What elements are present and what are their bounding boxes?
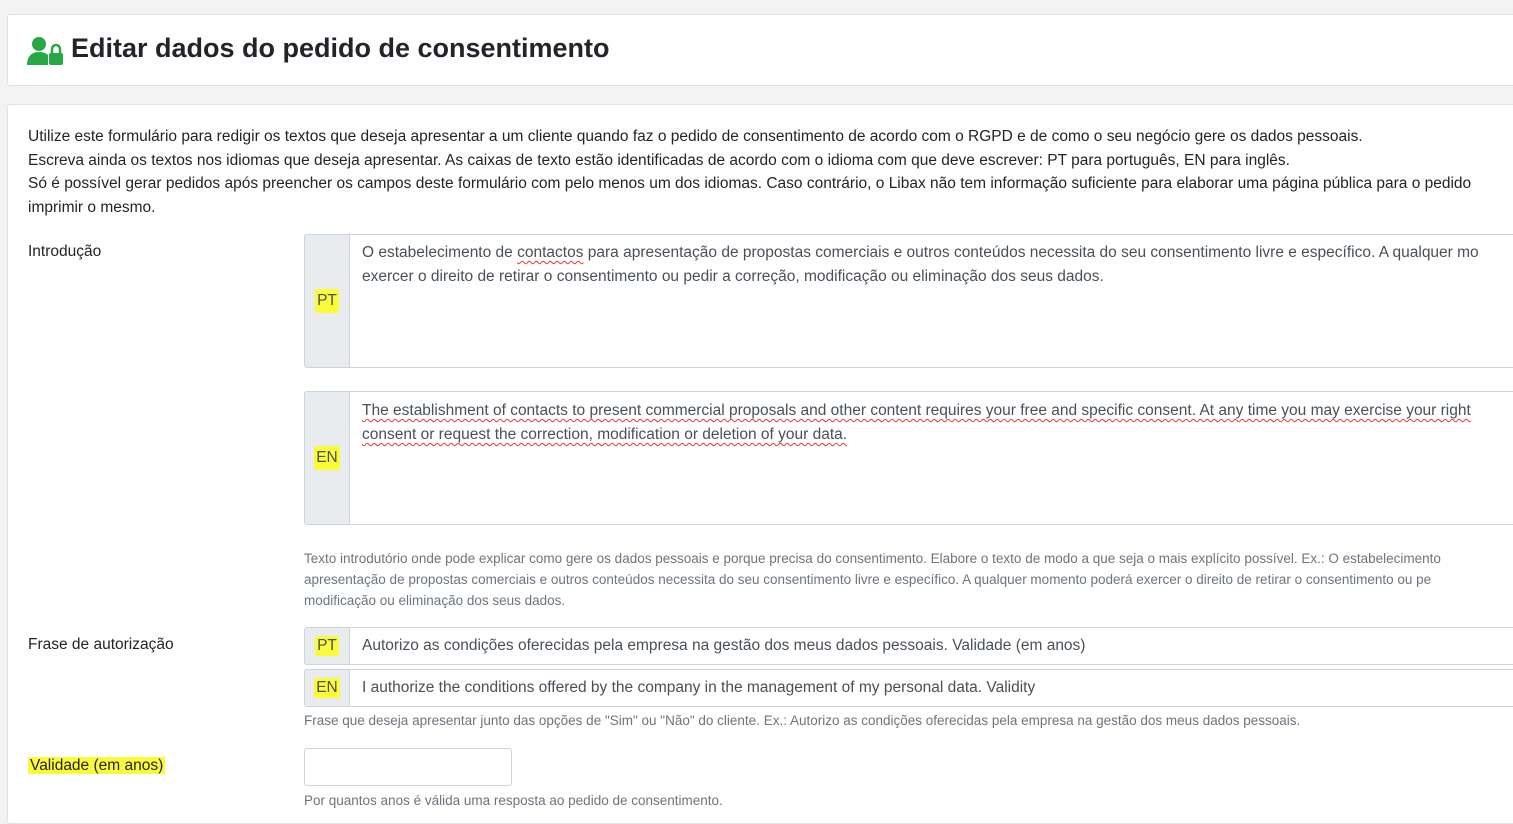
introducao-en-textarea[interactable] <box>304 391 1513 525</box>
intro-line: Escreva ainda os textos nos idiomas que deseja apresentar. As caixas de texto estão identificadas de acordo com o idioma com que deve escrever: PT para português, EN para inglês. <box>28 151 1290 169</box>
intro-line: imprimir o mesmo. <box>28 198 156 216</box>
textarea-content: O estabelecimento de contactos para apresentação de propostas comerciais e outros conteúdos necessita do seu consentimento livre e específico. A qualquer mo exercer o direito de retirar o consentimento ou pedir a correção, modificação ou eliminação dos seus dados. <box>362 244 1479 285</box>
lang-addon-en: EN <box>305 392 350 524</box>
introducao-pt-textarea[interactable] <box>304 234 1513 368</box>
lang-addon-en: EN <box>305 670 350 706</box>
validade-help: Por quantos anos é válida uma resposta ao pedido de consentimento. <box>304 793 723 808</box>
lang-addon-pt: PT <box>305 235 350 367</box>
validade-label: Validade (em anos) <box>30 757 164 774</box>
frase-label: Frase de autorização <box>28 636 174 653</box>
validade-input[interactable] <box>304 748 512 786</box>
intro-line: Utilize este formulário para redigir os textos que deseja apresentar a um cliente quando faz o pedido de consentimento de acordo com o RGPD e de como o seu negócio gere os dados pessoais. <box>28 128 1363 145</box>
intro-line: Só é possível gerar pedidos após preencher os campos deste formulário com pelo menos um dos idiomas. Caso contrário, o Libax não tem informação suficiente para elaborar uma página pública para o pedido <box>28 175 1472 192</box>
input-value: Autorizo as condições oferecidas pela empresa na gestão dos meus dados pessoais. Validade (em anos) <box>362 637 1086 654</box>
frase-en-input[interactable] <box>304 669 1513 707</box>
page-title: Editar dados do pedido de consentimento <box>71 33 610 63</box>
frase-pt-input[interactable] <box>304 627 1513 665</box>
introducao-label: Introdução <box>28 243 102 260</box>
user-lock-icon <box>27 36 65 66</box>
input-value: I authorize the conditions offered by the company in the management of my personal data. Validity <box>362 679 1036 696</box>
lang-addon-pt: PT <box>305 628 350 664</box>
textarea-content: The establishment of contacts to present commercial proposals and other content requires your free and specific consent. At any time you may exercise your right consent or request the correction, modification or deletion of your data. <box>362 402 1471 443</box>
introducao-help: Texto introdutório onde pode explicar como gere os dados pessoais e porque precisa do consentimento. Elabore o texto de modo a que seja o mais explícito possível. Ex.: O estabelecimento apresentação de propostas comerciais e outros conteúdos necessita do seu consentimento livre e específico. A qualquer momento poderá exercer o direito de retirar o consentimento ou pe modificação ou eliminação dos seus dados. <box>304 551 1441 608</box>
intro-text <box>28 125 1513 219</box>
frase-help: Frase que deseja apresentar junto das opções de "Sim" ou "Não" do cliente. Ex.: Autorizo as condições oferecidas pela empresa na gestão dos meus dados pessoais. <box>304 713 1301 728</box>
